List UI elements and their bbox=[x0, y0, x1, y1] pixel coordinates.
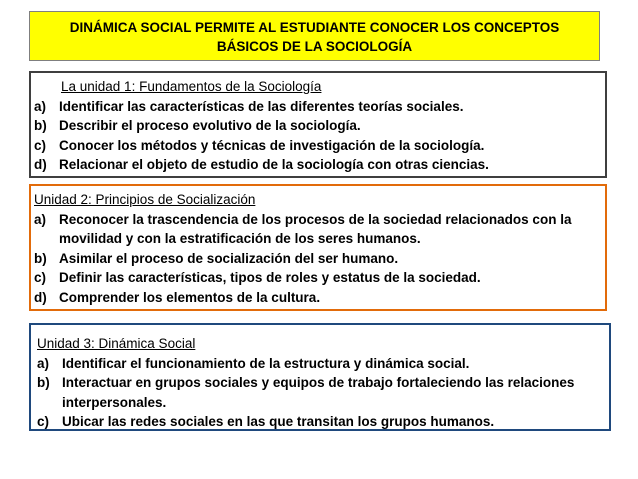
list-marker: b) bbox=[34, 118, 47, 133]
list-marker: a) bbox=[34, 211, 47, 227]
list-item bbox=[34, 288, 605, 308]
title-line-2: BÁSICOS DE LA SOCIOLOGÍA bbox=[216, 39, 413, 54]
list-item bbox=[34, 249, 605, 269]
list-item bbox=[37, 354, 609, 374]
list-item-text: Ubicar las redes sociales en las que transitan los grupos humanos. bbox=[62, 414, 495, 429]
unit-2-heading: Unidad 2: Principios de Socialización bbox=[34, 192, 256, 207]
list-item-text: Identificar el funcionamiento de la estructura y dinámica social. bbox=[62, 355, 470, 371]
unit-3-box bbox=[29, 323, 611, 431]
unit-2-box bbox=[29, 184, 607, 311]
list-item-text: Asimilar el proceso de socialización del ser humano. bbox=[59, 250, 399, 266]
unit-3-heading: Unidad 3: Dinámica Social bbox=[37, 336, 196, 351]
list-item bbox=[34, 116, 605, 136]
list-marker: b) bbox=[34, 250, 47, 266]
list-item-text: Interactuar en grupos sociales y equipos de trabajo fortaleciendo las relaciones interpersonales. bbox=[62, 375, 575, 410]
unit-1-box bbox=[29, 71, 607, 178]
list-marker: d) bbox=[34, 289, 47, 305]
list-marker: c) bbox=[34, 137, 47, 153]
list-item bbox=[34, 268, 605, 288]
list-item-text: Identificar las características de las diferentes teorías sociales. bbox=[59, 98, 464, 114]
list-marker: a) bbox=[34, 98, 47, 114]
list-item-text: Conocer los métodos y técnicas de investigación de la sociología. bbox=[59, 137, 485, 153]
list-item-text: Reconocer la trascendencia de los procesos de la sociedad relacionados con la movilidad y con la estratificación de los seres humanos. bbox=[59, 211, 572, 246]
list-marker: d) bbox=[34, 157, 47, 172]
list-item-text: Relacionar el objeto de estudio de la sociología con otras ciencias. bbox=[59, 157, 489, 172]
list-item-text: Comprender los elementos de la cultura. bbox=[59, 289, 321, 305]
title-line-1: DINÁMICA SOCIAL PERMITE AL ESTUDIANTE CONOCER LOS CONCEPTOS bbox=[69, 20, 560, 35]
list-item bbox=[34, 155, 605, 175]
list-item-text: Describir el proceso evolutivo de la sociología. bbox=[59, 118, 361, 133]
unit-1-heading: La unidad 1: Fundamentos de la Sociología bbox=[61, 79, 322, 94]
list-marker: c) bbox=[34, 270, 47, 285]
title-box bbox=[29, 11, 600, 61]
list-item bbox=[34, 210, 605, 249]
list-item bbox=[34, 97, 605, 117]
list-marker: a) bbox=[37, 355, 50, 371]
list-marker: b) bbox=[37, 375, 50, 390]
list-item-text: Definir las características, tipos de roles y estatus de la sociedad. bbox=[59, 270, 481, 285]
list-marker: c) bbox=[37, 414, 50, 429]
list-item bbox=[37, 373, 609, 412]
list-item bbox=[34, 136, 605, 156]
list-item bbox=[37, 412, 609, 432]
